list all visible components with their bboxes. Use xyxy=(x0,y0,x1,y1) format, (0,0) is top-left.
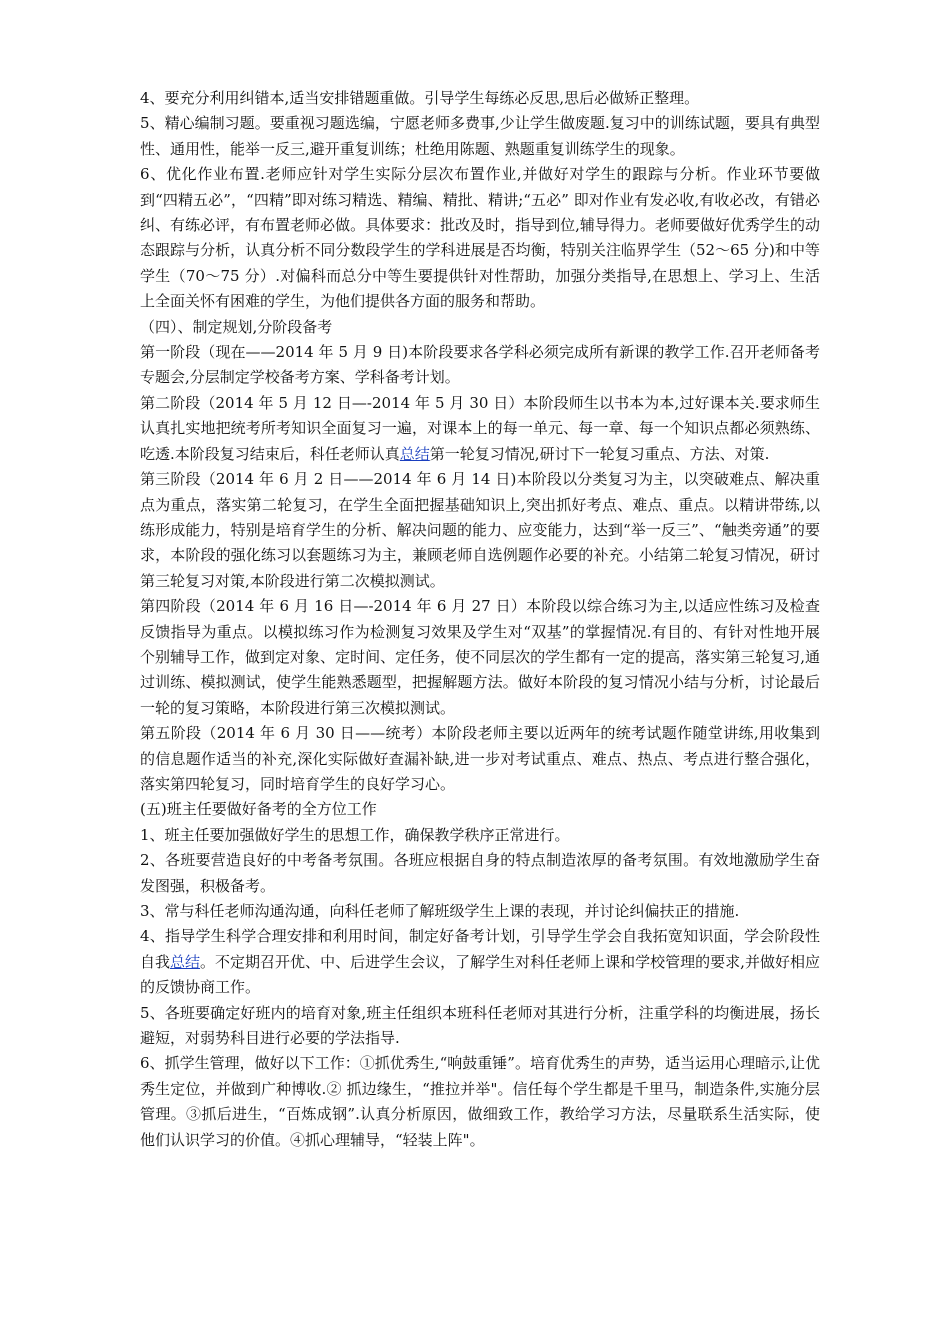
summary-link[interactable]: 总结 xyxy=(399,444,430,463)
paragraph-text: 第三阶段（2014 年 6 月 2 日——2014 年 6 月 14 日)本阶段以分类复习为主，以突破难点、解决重点为重点，落实第二轮复习，在学生全面把握基础知识上,突出抓好考点、难点、重点。以精讲带练,以练形成能力，特别是培育学生的分析、解决问题的能力、应变能力，达到“举一反三”、“触类旁通”的要求，本阶段的强化练习以套题练习为主，兼顾老师自选例题作必要的补充。小结第二轮复习情况，研讨第三轮复习对策,本阶段进行第二次模拟测试。 xyxy=(140,470,820,590)
paragraph-text: 第一阶段（现在——2014 年 5 月 9 日)本阶段要求各学科必须完成所有新课的教学工作.召开老师备考专题会,分层制定学校备考方案、学科备考计划。 xyxy=(140,343,820,387)
paragraph-p7 xyxy=(140,467,820,594)
paragraph-p16 xyxy=(140,1051,820,1153)
paragraph-p11 xyxy=(140,823,820,848)
paragraph-p12 xyxy=(140,848,820,899)
paragraph-p10 xyxy=(140,797,820,822)
paragraph-text: 4、指导学生科学合理安排和利用时间，制定好备考计划，引导学生学会自我拓宽知识面，学会阶段性自我 xyxy=(140,927,820,971)
paragraph-p2 xyxy=(140,111,820,162)
paragraph-p5 xyxy=(140,340,820,391)
paragraph-text: 4、要充分利用纠错本,适当安排错题重做。引导学生每练必反思,思后必做矫正整理。 xyxy=(140,89,700,107)
paragraph-text: 第二阶段（2014 年 5 月 12 日—-2014 年 5 月 30 日）本阶段师生以书本为本,过好课本关.要求师生认真扎实地把统考所考知识全面复习一遍，对课本上的每一单元、每一章、每一个知识点都必须熟练、吃透.本阶段复习结束后，科任老师认真 xyxy=(140,393,820,463)
document-page xyxy=(140,86,820,1153)
paragraph-text: 5、精心编制习题。要重视习题选编，宁愿老师多费事,少让学生做废题.复习中的训练试题，要具有典型性、通用性，能举一反三,避开重复训练；杜绝用陈题、熟题重复训练学生的现象。 xyxy=(140,114,820,158)
paragraph-text: 6、优化作业布置.老师应针对学生实际分层次布置作业,并做好对学生的跟踪与分析。作业环节要做到“四精五必”，“四精”即对练习精选、精编、精批、精讲;“五必” 即对作业有发必收,有收必改，有错必纠、有练必评，有布置老师必做。具体要求：批改及时，指导到位,辅导得力。老师要做好优秀学生的动态跟踪与分析，认真分析不同分数段学生的学科进展是否均衡，特别关注临界学生（52～65 分)和中等学生（70～75 分）.对偏科而总分中等生要提供针对性帮助，加强分类指导,在思想上、学习上、生活上全面关怀有困难的学生，为他们提供各方面的服务和帮助。 xyxy=(140,165,820,311)
paragraph-p8 xyxy=(140,594,820,721)
paragraph-p6 xyxy=(140,391,820,467)
paragraph-text: 5、各班要确定好班内的培育对象,班主任组织本班科任老师对其进行分析，注重学科的均衡进展，扬长避短，对弱势科目进行必要的学法指导. xyxy=(140,1003,820,1048)
paragraph-text: 第四阶段（2014 年 6 月 16 日—-2014 年 6 月 27 日）本阶段以综合练习为主,以适应性练习及检查反馈指导为重点。以模拟练习作为检测复习效果及学生对“双基”的掌握情况.有目的、有针对性地开展个别辅导工作，做到定对象、定时间、定任务，使不同层次的学生都有一定的提高，落实第三轮复习,通过训练、模拟测试，使学生能熟悉题型，把握解题方法。做好本阶段的复习情况小结与分析，讨论最后一轮的复习策略，本阶段进行第三次模拟测试。 xyxy=(140,597,820,717)
paragraph-text: 。不定期召开优、中、后进学生会议，了解学生对科任老师上课和学校管理的要求,并做好相应的反馈协商工作。 xyxy=(140,952,820,997)
paragraph-p14 xyxy=(140,924,820,1000)
paragraph-p3 xyxy=(140,162,820,314)
paragraph-text: 1、班主任要加强做好学生的思想工作，确保教学秩序正常进行。 xyxy=(140,825,570,844)
paragraph-text: 第一轮复习情况,研讨下一轮复习重点、方法、对策. xyxy=(429,444,770,463)
summary-link[interactable]: 总结 xyxy=(170,952,201,971)
paragraph-text: (五)班主任要做好备考的全方位工作 xyxy=(140,800,377,819)
paragraph-text: （四）、制定规划,分阶段备考 xyxy=(140,317,333,336)
paragraph-p1 xyxy=(140,86,820,111)
paragraph-p13 xyxy=(140,899,820,924)
paragraph-p15 xyxy=(140,1001,820,1052)
paragraph-text: 6、抓学生管理，做好以下工作：①抓优秀生,“响鼓重锤”。培育优秀生的声势，适当运用心理暗示,让优秀生定位，并做到广种博收.② 抓边缘生，“推拉并举"。信任每个学生都是千里马，制造条件,实施分层管理。③抓后进生，“百炼成钢”.认真分析原因，做细致工作，教给学习方法，尽量联系生活实际，使他们认识学习的价值。④抓心理辅导，“轻装上阵"。 xyxy=(140,1054,820,1149)
paragraph-p4 xyxy=(140,315,820,340)
paragraph-text: 第五阶段（2014 年 6 月 30 日——统考）本阶段老师主要以近两年的统考试题作随堂讲练,用收集到的信息题作适当的补充,深化实际做好查漏补缺,进一步对考试重点、难点、热点、考点进行整合强化，落实第四轮复习，同时培育学生的良好学习心。 xyxy=(140,724,820,793)
paragraph-p9 xyxy=(140,721,820,797)
paragraph-text: 3、常与科任老师沟通沟通，向科任老师了解班级学生上课的表现，并讨论纠偏扶正的措施. xyxy=(140,902,740,920)
paragraph-text: 2、各班要营造良好的中考备考氛围。各班应根据自身的特点制造浓厚的备考氛围。有效地激励学生奋发图强，积极备考。 xyxy=(140,851,820,895)
